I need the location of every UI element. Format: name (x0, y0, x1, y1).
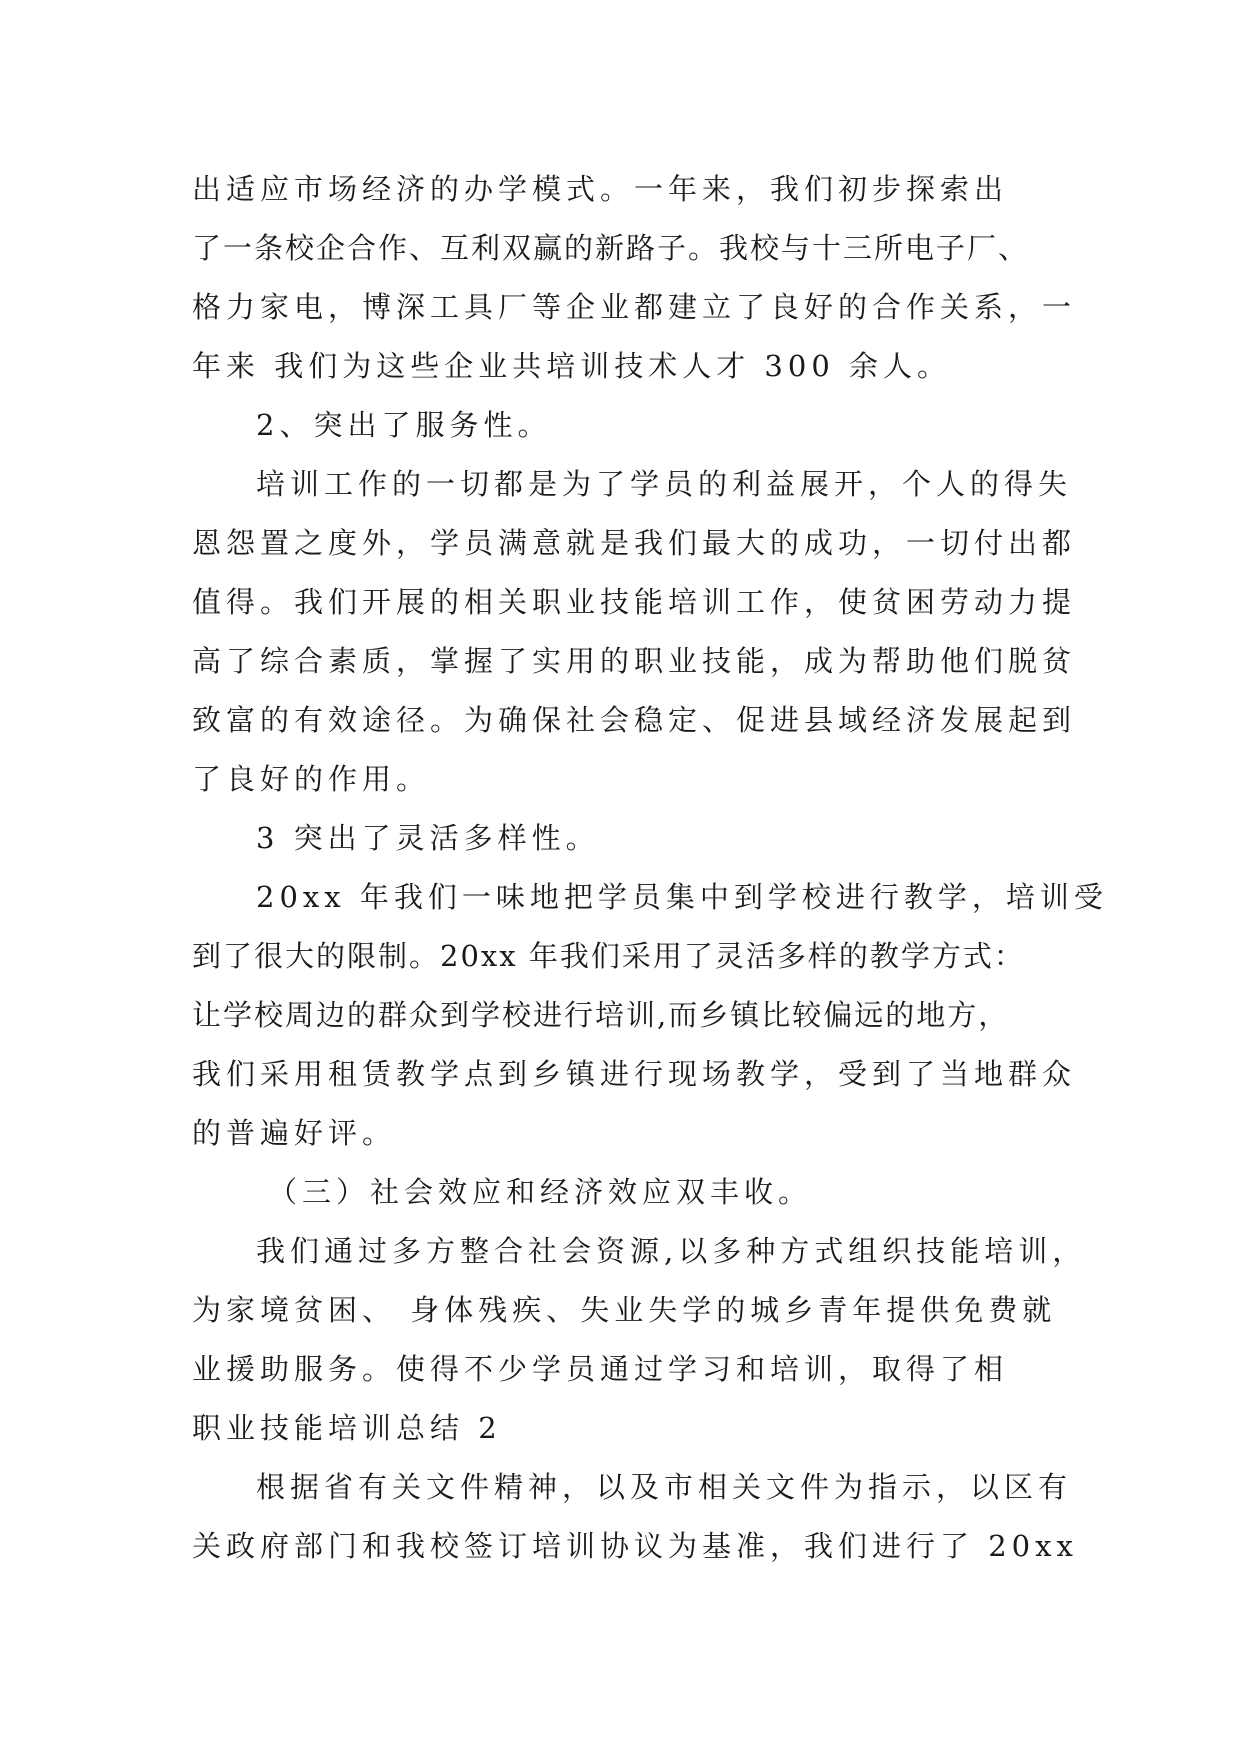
paragraph-line: 出适应市场经济的办学模式。一年来，我们初步探索出 (192, 172, 1009, 206)
paragraph-line: 让学校周边的群众到学校进行培训,而乡镇比较偏远的地方， (192, 998, 1010, 1032)
document-title: 职业技能培训总结 2 (192, 1411, 502, 1445)
paragraph-line: 20xx 年我们一味地把学员集中到学校进行教学，培训受 (256, 880, 1108, 914)
paragraph-line: 恩怨置之度外，学员满意就是我们最大的成功，一切付出都 (192, 526, 1077, 560)
paragraph-line: 业援助服务。使得不少学员通过学习和培训，取得了相 (192, 1352, 1009, 1386)
paragraph-line: 格力家电，博深工具厂等企业都建立了良好的合作关系，一 (192, 290, 1077, 324)
paragraph-line: 值得。我们开展的相关职业技能培训工作，使贫困劳动力提 (192, 585, 1077, 619)
paragraph-line: 我们通过多方整合社会资源,以多种方式组织技能培训， (256, 1234, 1087, 1268)
paragraph-line: 高了综合素质，掌握了实用的职业技能，成为帮助他们脱贫 (192, 644, 1077, 678)
paragraph-line: 了一条校企合作、互利双赢的新路子。我校与十三所电子厂、 (192, 231, 1030, 265)
paragraph-line: 关政府部门和我校签订培训协议为基准，我们进行了 20xx (192, 1529, 1078, 1563)
paragraph-line: 培训工作的一切都是为了学员的利益展开，个人的得失 (256, 467, 1073, 501)
paragraph-line: 根据省有关文件精神，以及市相关文件为指示，以区有 (256, 1470, 1073, 1504)
section-heading: 2、突出了服务性。 (256, 408, 552, 442)
paragraph-line: 我们采用租赁教学点到乡镇进行现场教学，受到了当地群众 (192, 1057, 1077, 1091)
section-heading: （三）社会效应和经济效应双丰收。 (268, 1175, 813, 1209)
paragraph-line: 了良好的作用。 (192, 762, 431, 796)
paragraph-line: 为家境贫困、 身体残疾、失业失学的城乡青年提供免费就 (192, 1293, 1057, 1327)
paragraph-line: 年来 我们为这些企业共培训技术人才 300 余人。 (192, 349, 952, 383)
paragraph-line: 致富的有效途径。为确保社会稳定、促进县域经济发展起到 (192, 703, 1077, 737)
document-body (192, 160, 1108, 1576)
paragraph-line: 到了很大的限制。20xx 年我们采用了灵活多样的教学方式： (192, 939, 1025, 973)
paragraph-line: 的普遍好评。 (192, 1116, 397, 1150)
section-heading: 3 突出了灵活多样性。 (256, 821, 600, 855)
